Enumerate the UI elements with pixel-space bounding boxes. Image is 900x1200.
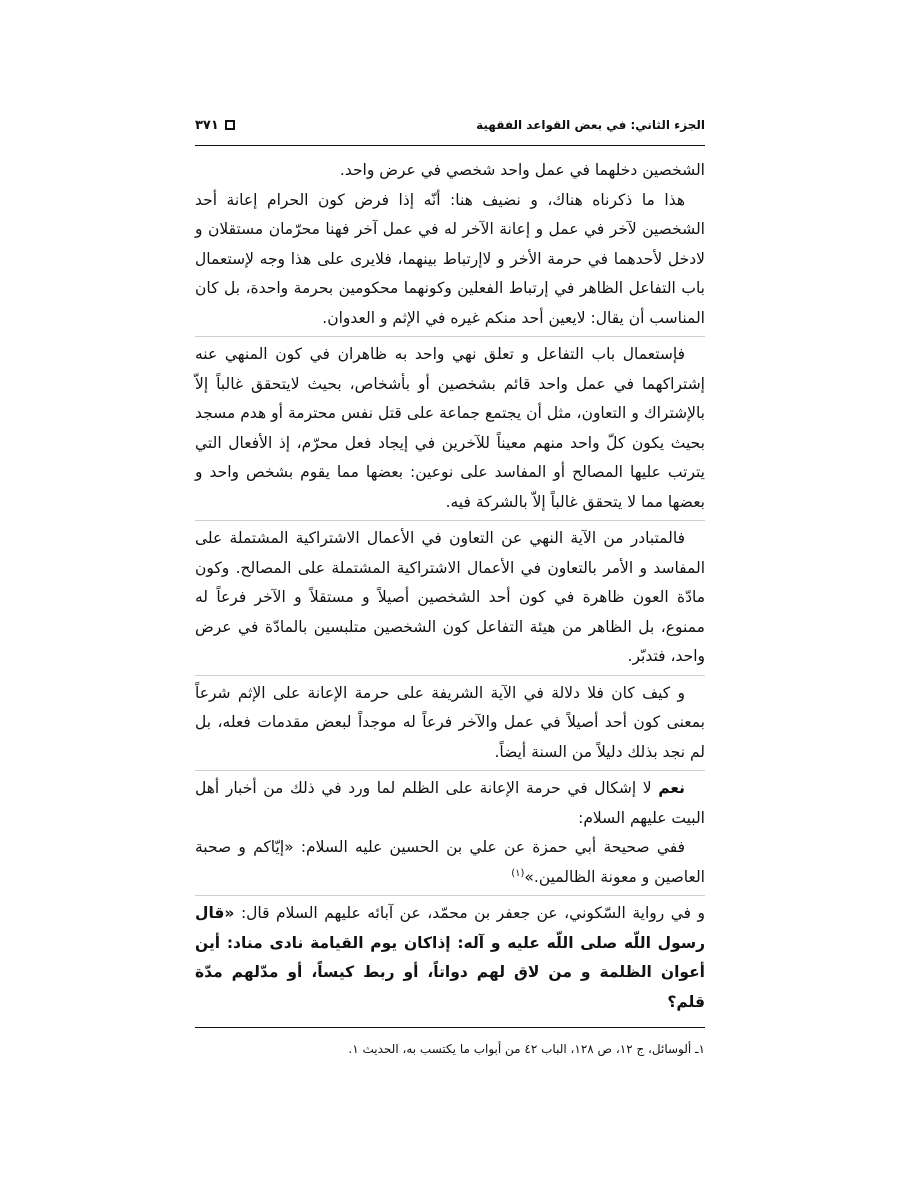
paragraph-text: لا إشكال في حرمة الإعانة على الظلم لما ورد في ذلك من أخبار أهل البيت عليهم السلام:: [195, 779, 705, 827]
bold-lead-word: نعم: [658, 779, 685, 797]
paragraph-divider: [195, 520, 705, 521]
running-header: [195, 105, 705, 145]
paragraph-divider: [195, 895, 705, 896]
hadith-quote: [195, 899, 705, 1017]
page-number: ٣٧١: [195, 117, 219, 133]
header-title: الجزء الثاني: في بعض القواعد الفقهية: [476, 118, 705, 132]
hadith-text: ففي صحيحة أبي حمزة عن علي بن الحسين عليه السلام: «إيّاكم و صحبة العاصين و معونة الظالمين.»: [195, 838, 705, 886]
header-rule: [195, 145, 705, 146]
hadith-quote: [195, 833, 705, 892]
paragraph-naam: [195, 774, 705, 833]
footnote: ١ـ ألوسائل، ج ١٢، ص ١٢٨، الباب ٤٢ من أبواب ما يكتسب به، الحديث ١.: [348, 1042, 705, 1056]
hadith-bold-text: «قال رسول اللّه صلى اللّه عليه و آله: إذاكان يوم القيامة نادى مناد: أين أعوان الظلمة و من لاق لهم دواتاً، أو ربط كيساً، أو مدّلهم مدّة قلم؟: [195, 904, 705, 1011]
paragraph: فالمتبادر من الآية النهي عن التعاون في الأعمال الاشتراكية المشتملة على المفاسد و الأمر بالتعاون في الأعمال الاشتراكية المشتملة على المصالح. وكون مادّة العون ظاهرة في كون أحد الشخصين أصيلاً و مستقلاً و الآخر فرعاً له ممنوع، بل الظاهر من هيئة التفاعل كون الشخصين متلبسين بالمادّة في عرض واحد، فتدبّر.: [195, 529, 705, 665]
paragraph-divider: [195, 675, 705, 676]
square-icon: [225, 120, 235, 130]
hadith-intro: و في رواية السّكوني، عن جعفر بن محمّد، عن آبائه عليهم السلام قال:: [240, 904, 705, 922]
paragraph: فإستعمال باب التفاعل و تعلق نهي واحد به ظاهران في كون المنهي عنه إشتراكهما في عمل واحد قائم بشخصين أو بأشخاص، بحيث لايتحقق غالباً إلاّ بالإشتراك و التعاون، مثل أن يجتمع جماعة على قتل نفس محترمة أو هدم مسجد بحيث يكون كلّ واحد منهم معيناً للآخرين في إيجاد فعل محرّم، إذ الأفعال التي يترتب عليها المصالح أو المفاسد على نوعين: بعضها مما يقوم بشخص واحد و بعضها مما لا يتحقق غالباً إلاّ بالشركة فيه.: [195, 345, 705, 511]
paragraph: هذا ما ذكرناه هناك، و نضيف هنا: أنّه إذا فرض كون الحرام إعانة أحد الشخصين لآخر في عمل و إعانة الآخر له في عمل آخر فهنا محرّمان مستقلان و لادخل لأحدهما في حرمة الأخر و لاإرتباط بينهما، فلايرى على هذا وجه لإستعمال باب التفاعل الظاهر في إرتباط الفعلين وكونهما محكومين بحرمة واحدة، بل كان المناسب أن يقال: لايعين أحد منكم غيره في الإثم و العدوان.: [195, 190, 705, 327]
paragraph-divider: [195, 336, 705, 337]
book-page: [195, 105, 705, 1058]
footnote-rule: [195, 1027, 705, 1028]
page-number-group: [195, 118, 235, 133]
main-text: [195, 156, 705, 1017]
paragraph: الشخصين دخلهما في عمل واحد شخصي في عرض واحد.: [339, 161, 705, 179]
footnote-ref[interactable]: (١): [511, 867, 525, 879]
paragraph-divider: [195, 770, 705, 771]
paragraph: و كيف كان فلا دلالة في الآية الشريفة على حرمة الإعانة على الإثم شرعاً بمعنى كون أحد أصيلاً في عمل والآخر فرعاً له موجداً لبعض مقدمات فعله، بل لم نجد بذلك دليلاً من السنة أيضاً.: [195, 683, 705, 761]
